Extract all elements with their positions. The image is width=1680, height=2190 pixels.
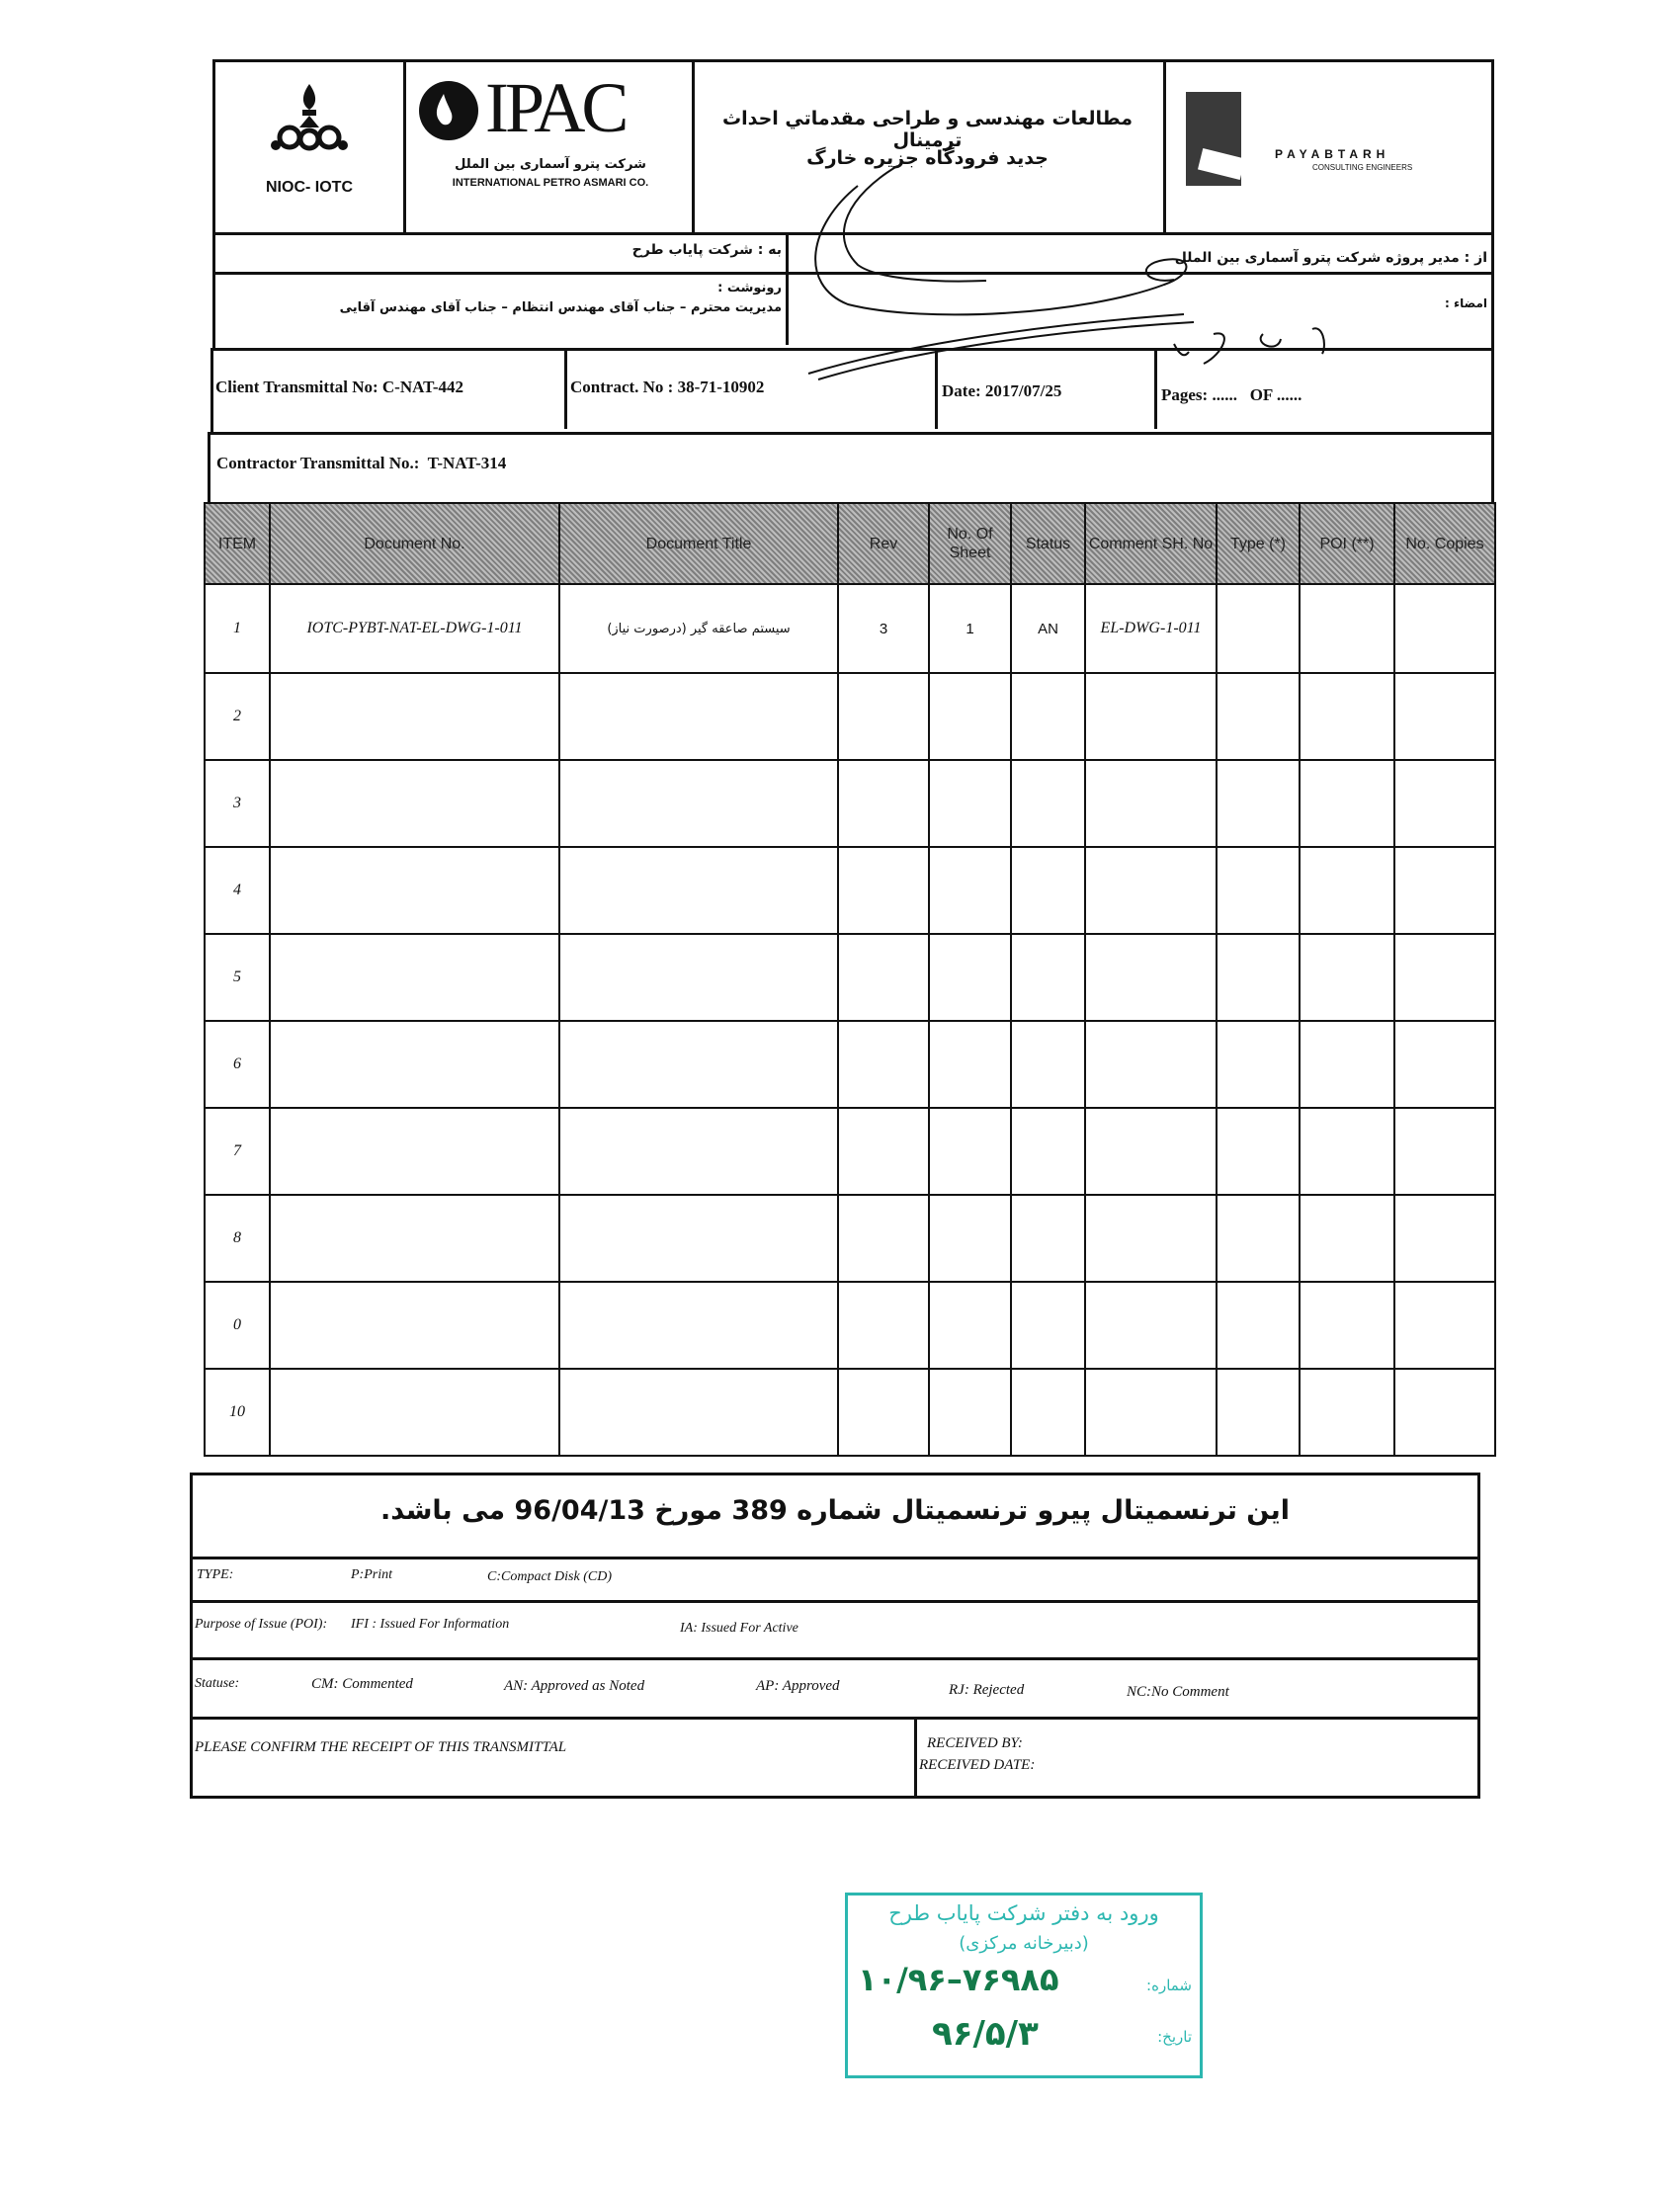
col-header-copies: No. Copies [1394,503,1495,584]
col-header-sheets: No. Of Sheet [929,503,1011,584]
col-header-doc-no: Document No. [270,503,559,584]
stamp-date-label: تاریخ: [1157,2028,1192,2046]
cell-status [1011,760,1085,847]
cell-status [1011,1108,1085,1195]
cell-copies [1394,1021,1495,1108]
cell-doc-title [559,934,838,1021]
cell-doc-title [559,1021,838,1108]
cell-sheets [929,1369,1011,1456]
contract-no-cell [564,348,935,429]
cell-comment [1085,760,1217,847]
client-transmittal-no: Client Transmittal No: C-NAT-442 [215,378,464,396]
confirm-receipt: PLEASE CONFIRM THE RECEIPT OF THIS TRANSMITTAL [195,1739,567,1755]
cell-rev [838,1021,929,1108]
cell-sheets [929,1282,1011,1369]
from-sender: از : مدیر پروژه شرکت پترو آسماری بین الملل [1174,250,1487,266]
cell-rev [838,1282,929,1369]
cell-sheets [929,934,1011,1021]
cell-doc-no [270,760,559,847]
cell-poi [1300,1108,1394,1195]
cell-doc-title [559,1369,838,1456]
cell-poi [1300,584,1394,673]
cell-item: 1 [205,584,270,673]
cell-poi [1300,1369,1394,1456]
cell-rev [838,760,929,847]
signature-cell [786,272,1491,345]
cell-type [1217,1369,1300,1456]
cell-rev [838,1195,929,1282]
table-row [205,847,1495,934]
pages-cell [1154,348,1491,429]
cell-poi [1300,1195,1394,1282]
type-cd: C:Compact Disk (CD) [487,1569,612,1584]
cell-copies [1394,1108,1495,1195]
cell-copies [1394,934,1495,1021]
cell-sheets [929,760,1011,847]
cell-item: 5 [205,934,270,1021]
cell-status [1011,847,1085,934]
nioc-logo-cell [215,62,403,232]
col-header-type: Type (*) [1217,503,1300,584]
table-header-row [205,503,1495,584]
nioc-logo-text: NIOC- IOTC [266,179,353,196]
stamp-number-value: ۱۰/۹۶–۷۶۹۸۵ [858,1961,1059,1998]
confirm-row [193,1717,1477,1796]
contractor-transmittal-no: Contractor Transmittal No.: T-NAT-314 [216,454,507,472]
stamp-number-label: شماره: [1146,1977,1192,1994]
cell-sheets [929,1195,1011,1282]
page-count: Pages: ...... OF ...... [1161,385,1302,404]
consultant-name: PAYABTARH [1275,147,1390,161]
cell-item: 2 [205,673,270,760]
cell-comment [1085,847,1217,934]
cell-sheets [929,1108,1011,1195]
col-header-doc-title: Document Title [559,503,838,584]
status-label: Statuse: [195,1676,240,1691]
poi-row [193,1600,1477,1657]
cell-doc-title [559,1195,838,1282]
to-recipient: به : شرکت پایاب طرح [631,242,782,258]
cell-doc-no [270,847,559,934]
cell-item: 7 [205,1108,270,1195]
cell-item: 3 [205,760,270,847]
cell-type [1217,1282,1300,1369]
cell-comment [1085,1282,1217,1369]
document-table [204,502,1494,1453]
cell-rev [838,847,929,934]
ipac-persian-name: شرکت پترو آسماری بین الملل [455,157,646,172]
cell-rev [838,934,929,1021]
nioc-emblem-icon [270,80,349,159]
contractor-row [208,432,1494,503]
cell-doc-no [270,673,559,760]
cell-doc-no [270,1108,559,1195]
cell-status: AN [1011,584,1085,673]
status-nc: NC:No Comment [1127,1684,1229,1700]
stamp-date-value: ۹۶/۵/۳ [932,2014,1039,2054]
cell-comment [1085,1108,1217,1195]
cell-doc-no: IOTC-PYBT-NAT-EL-DWG-1-011 [270,584,559,673]
cell-doc-no [270,1369,559,1456]
cc-recipients: مدیریت محترم – جناب آقای مهندس انتظام – جناب آقای مهندس آقایی [339,300,782,315]
cell-status [1011,1282,1085,1369]
cell-doc-title [559,1108,838,1195]
cell-comment [1085,1195,1217,1282]
cell-item: 8 [205,1195,270,1282]
cell-doc-no [270,1195,559,1282]
cell-poi [1300,847,1394,934]
col-header-rev: Rev [838,503,929,584]
cell-doc-no [270,1021,559,1108]
cell-item: 10 [205,1369,270,1456]
cell-type [1217,934,1300,1021]
cell-poi [1300,673,1394,760]
received-by: RECEIVED BY: [927,1735,1023,1751]
status-an: AN: Approved as Noted [504,1678,645,1694]
cell-type [1217,584,1300,673]
cell-comment: EL-DWG-1-011 [1085,584,1217,673]
cell-copies [1394,673,1495,760]
received-cell [914,1720,1477,1799]
status-cm: CM: Commented [311,1676,413,1692]
project-title-line2: جدید فرودگاه جزیره خارگ [806,147,1049,169]
cell-status [1011,1195,1085,1282]
table-row [205,760,1495,847]
cell-copies [1394,584,1495,673]
cell-doc-no [270,934,559,1021]
col-header-comment: Comment SH. No [1085,503,1217,584]
table-row [205,673,1495,760]
addressing-block [212,232,1494,351]
cell-doc-no [270,1282,559,1369]
cell-type [1217,673,1300,760]
col-header-poi: POI (**) [1300,503,1394,584]
cell-sheets: 1 [929,584,1011,673]
cell-status [1011,934,1085,1021]
type-row [193,1557,1477,1600]
col-header-status: Status [1011,503,1085,584]
reception-stamp [845,1893,1203,2078]
cell-type [1217,1195,1300,1282]
cell-type [1217,760,1300,847]
table-row [205,1282,1495,1369]
follow-up-note: این ترنسمیتال پیرو ترنسمیتال شماره 389 مورخ 96/04/13 می باشد. [379,1495,1290,1526]
cell-comment [1085,673,1217,760]
ipac-logo-cell [403,62,692,232]
cell-item: 0 [205,1282,270,1369]
cell-copies [1394,760,1495,847]
cell-doc-title [559,673,838,760]
cell-status [1011,673,1085,760]
ipac-drop-icon [418,80,479,141]
date-cell [935,348,1154,429]
stamp-line1: ورود به دفتر شرکت پایاب طرح [888,1901,1159,1925]
cell-sheets [929,847,1011,934]
cell-poi [1300,1021,1394,1108]
cell-doc-title: سیستم صاعقه گیر (درصورت نیاز) [559,584,838,673]
cell-type [1217,1108,1300,1195]
cell-poi [1300,1282,1394,1369]
transmittal-meta-row [210,348,1494,435]
status-ap: AP: Approved [756,1678,840,1694]
cell-type [1217,847,1300,934]
ipac-logo-text: IPAC [485,68,626,147]
type-label: TYPE: [197,1567,234,1582]
cc-label: رونوشت : [717,281,782,295]
poi-ia: IA: Issued For Active [680,1621,798,1636]
table-row [205,1369,1495,1456]
ipac-english-name: INTERNATIONAL PETRO ASMARI CO. [452,177,649,189]
received-date: RECEIVED DATE: [919,1757,1036,1773]
col-header-item: ITEM [205,503,270,584]
cell-doc-title [559,847,838,934]
cell-rev [838,673,929,760]
poi-ifi: IFI : Issued For Information [351,1617,510,1632]
cell-rev: 3 [838,584,929,673]
cell-rev [838,1108,929,1195]
to-cell [215,232,786,272]
status-rj: RJ: Rejected [949,1682,1025,1698]
cc-cell [215,272,786,345]
transmittal-date: Date: 2017/07/25 [942,381,1062,400]
cell-sheets [929,673,1011,760]
cell-comment [1085,1021,1217,1108]
poi-label: Purpose of Issue (POI): [195,1617,328,1632]
cell-comment [1085,1369,1217,1456]
cell-copies [1394,1282,1495,1369]
table-row [205,1195,1495,1282]
contract-no: Contract. No : 38-71-10902 [570,378,765,396]
cell-doc-title [559,1282,838,1369]
cell-doc-title [559,760,838,847]
cell-item: 6 [205,1021,270,1108]
cell-poi [1300,760,1394,847]
cell-poi [1300,934,1394,1021]
table-row [205,584,1495,673]
cell-copies [1394,1369,1495,1456]
table-row [205,1108,1495,1195]
cell-status [1011,1369,1085,1456]
cell-type [1217,1021,1300,1108]
project-title-line1: مطالعات مهندسی و طراحی مقدماتي احداث ترمینال [722,108,1133,151]
table-row [205,934,1495,1021]
cell-status [1011,1021,1085,1108]
stamp-line2: (دبیرخانه مرکزی) [959,1933,1089,1954]
table-row [205,1021,1495,1108]
status-legend-row [193,1657,1477,1717]
cell-copies [1394,1195,1495,1282]
signature-label: امضاء : [1445,296,1487,310]
consultant-subtitle: CONSULTING ENGINEERS [1312,163,1413,172]
type-print: P:Print [351,1567,392,1582]
cell-rev [838,1369,929,1456]
cell-sheets [929,1021,1011,1108]
cell-copies [1394,847,1495,934]
cell-comment [1085,934,1217,1021]
cell-item: 4 [205,847,270,934]
notes-block [190,1473,1480,1799]
